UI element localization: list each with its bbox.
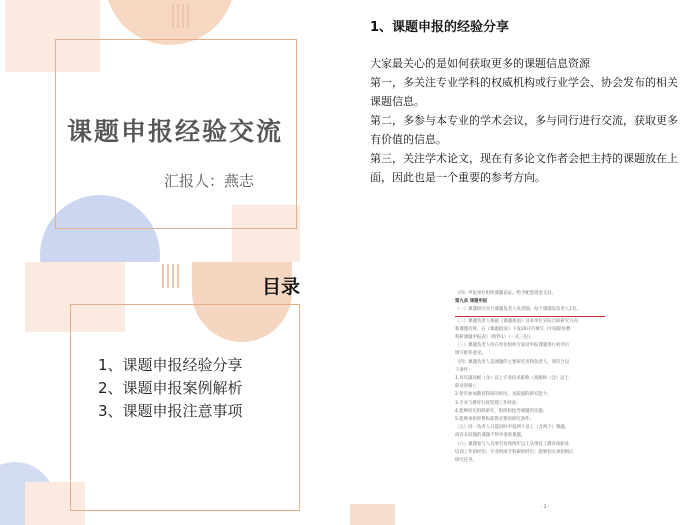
doc-line: 2.曾有参加教育科研的经历，具较强的研究能力； <box>455 392 552 398</box>
toc-item[interactable]: 3、课题申报注意事项 <box>98 402 243 420</box>
decor-stripes <box>162 264 179 288</box>
doc-line: （四）申报单位组织课题论证。给予配套资金支持。 <box>455 291 556 296</box>
doc-line: 下条件： <box>455 367 473 373</box>
doc-line: （六）课题参与人员要有连续两年以上从事技工教育或职业 <box>455 441 570 447</box>
doc-line: 培训工作的经历；专业组或专科研的经历；能够切实承担相应 <box>455 449 574 455</box>
decor-peach-block <box>350 504 395 525</box>
section-body <box>370 54 688 187</box>
cover-title: 课题申报经验交流 <box>66 117 283 146</box>
doc-line: 填写推荐意见。 <box>455 351 486 357</box>
doc-line: 和课题名称，在《课题指南》下发20日内填写《中国职协教 <box>455 326 571 332</box>
toc-list <box>98 354 243 423</box>
red-underline <box>455 316 605 317</box>
doc-line: 1.具有副高级（含）以上专业技术职称（高级师（含）以上 <box>455 376 569 382</box>
doc-line: 尚有未结题的课题不得申请新课题。 <box>455 433 526 439</box>
section-heading: 1、课题申报的经验分享 <box>370 20 510 35</box>
paragraph: 第一，多关注专业学科的权威机构或行业学会、协会发布的相关课题信息。 <box>370 76 678 108</box>
slide-toc[interactable] <box>0 262 350 525</box>
doc-line: 科研课题申报表》（附件1）（一式三份）。 <box>455 335 535 341</box>
doc-line: 研究任务。 <box>455 458 477 464</box>
decor-stripes <box>172 4 189 28</box>
doc-line: 5.能够承担经费和获得必要的研究条件。 <box>455 417 534 423</box>
doc-line: （五）同一负责人只能同时申报两个以上（含两个）课题。 <box>455 425 570 431</box>
toc-item[interactable]: 2、课题申报案例解析 <box>98 379 243 397</box>
paragraph: 第三，关注学术论文，现在有多论文作者会把主持的课题放在上面，因此也是一个重要的参考方向。 <box>370 152 678 184</box>
doc-line: （一）课题研究实行课题负责人负责制。每个课题设负责人1名。 <box>455 307 581 313</box>
page-number: - 3 - <box>540 505 550 510</box>
doc-line: （四）课题负责人是课题的主要研究者和负责人，须符合以 <box>455 359 570 365</box>
paragraph: 第二，多参与本专业的学术会议，多与同行进行交流，获取更多有价值的信息。 <box>370 114 678 146</box>
slide-cover[interactable] <box>0 0 350 262</box>
doc-line: 4.能够切实组织研究，组织和指导课题的实施； <box>455 408 548 414</box>
slide-document[interactable] <box>350 262 700 525</box>
document-page <box>455 290 635 514</box>
cover-reporter: 汇报人：燕志 <box>164 172 255 190</box>
doc-line: 3.专业与教育行政管理工作经验； <box>455 400 521 406</box>
slide-experience[interactable] <box>350 0 700 262</box>
toc-title: 目录 <box>262 276 301 298</box>
toc-item[interactable]: 1、课题申报经验分享 <box>98 356 243 374</box>
paragraph: 大家最关心的是如何获取更多的课题信息资源 <box>370 57 590 70</box>
doc-line: （二）课题负责人根据《课题指南》及本单位实际自拟研究方向 <box>455 318 578 324</box>
doc-line: （三）课题负责人所在单位组织专家对申报课题进行初评后 <box>455 343 570 349</box>
doc-line: 第九条 课题申报 <box>455 299 488 305</box>
doc-line: 职业资格）； <box>455 384 480 390</box>
